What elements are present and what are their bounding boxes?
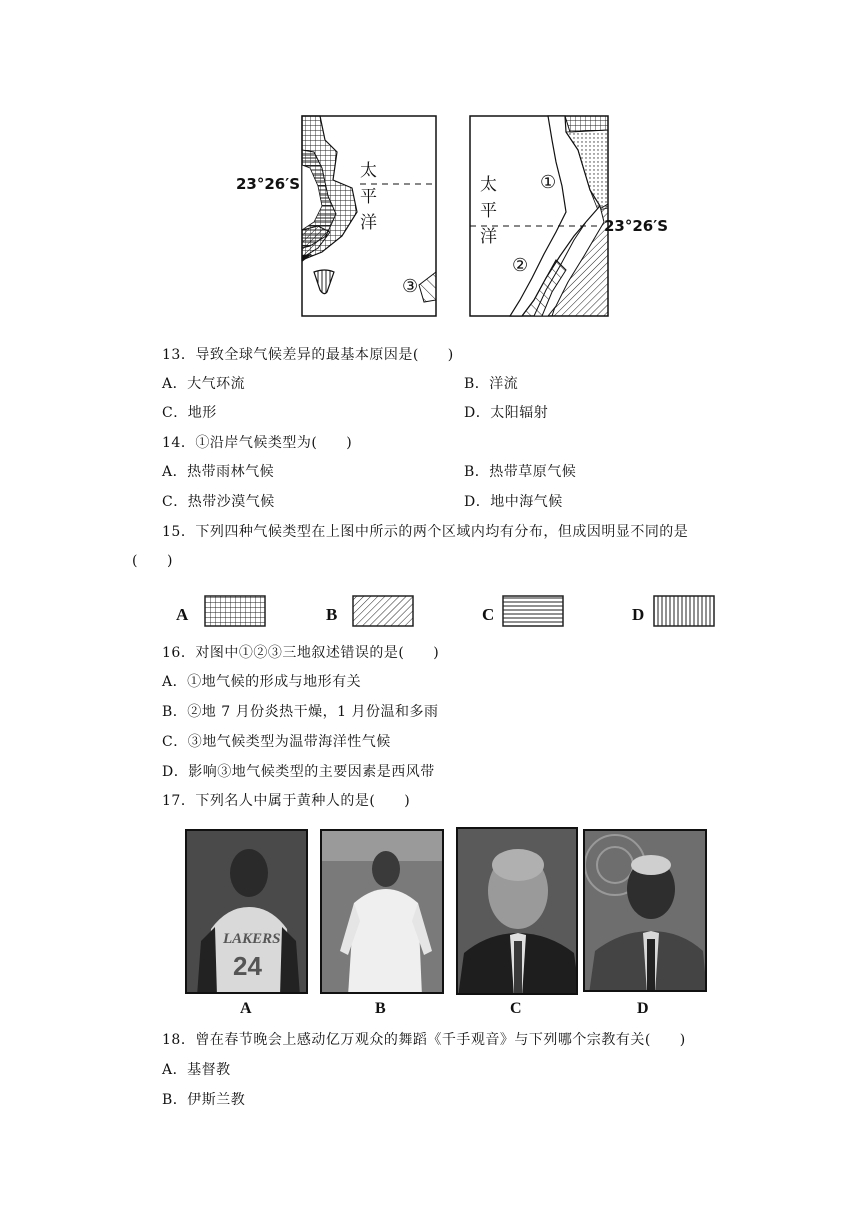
q16-option-a[interactable]: A．①地气候的形成与地形有关 (162, 674, 362, 690)
photo-label-b: B (375, 1000, 386, 1017)
q14-option-a[interactable]: A．热带雨林气候 (162, 464, 275, 480)
basketball-player-illustration (187, 831, 308, 994)
photo-b[interactable] (320, 829, 444, 994)
climate-legend-swatches (0, 592, 860, 632)
marker-1: ① (540, 172, 557, 193)
swatch-grid (205, 596, 265, 626)
jersey-number: 24 (233, 951, 262, 981)
q16-stem: 16．对图中①②③三地叙述错误的是( ) (162, 645, 440, 661)
q16-option-d[interactable]: D．影响③地气候类型的主要因素是西风带 (162, 764, 435, 780)
right-ocean-char: 太 (480, 175, 497, 195)
left-latitude-label: 23°26′S (236, 175, 301, 193)
jersey-text: LAKERS (223, 931, 281, 947)
left-ocean-char: 洋 (360, 213, 377, 233)
q14-option-c[interactable]: C．热带沙漠气候 (162, 494, 275, 510)
marker-2: ② (512, 255, 529, 276)
q15-stem: 15．下列四种气候类型在上图中所示的两个区域内均有分布，但成因明显不同的是 (162, 524, 689, 540)
q13-stem: 13．导致全球气候差异的最基本原因是( ) (162, 347, 454, 363)
right-ocean-char: 洋 (480, 227, 497, 247)
photo-label-a: A (240, 1000, 252, 1017)
left-ocean-char: 平 (360, 187, 377, 207)
marker-3: ③ (402, 276, 419, 297)
photo-label-d: D (637, 1000, 649, 1017)
swatch-diagonal (353, 596, 413, 626)
q14-option-b[interactable]: B．热带草原气候 (464, 464, 577, 480)
photo-c[interactable] (456, 827, 578, 995)
legend-letter-c[interactable]: C (482, 605, 495, 624)
q17-stem: 17．下列名人中属于黄种人的是( ) (162, 793, 411, 809)
q18-stem: 18．曾在春节晚会上感动亿万观众的舞蹈《千手观音》与下列哪个宗教有关( ) (162, 1032, 686, 1048)
q18-option-b[interactable]: B．伊斯兰教 (162, 1092, 246, 1108)
q13-option-a[interactable]: A．大气环流 (162, 376, 246, 392)
left-ocean-char: 太 (360, 161, 377, 181)
legend-letter-b[interactable]: B (326, 605, 338, 624)
elderly-man-illustration (585, 831, 707, 992)
q15-stem-continuation: ( ) (132, 553, 173, 569)
right-ocean-char: 平 (480, 201, 497, 221)
man-in-suit-illustration (458, 829, 578, 995)
swatch-vertical (654, 596, 714, 626)
q14-option-d[interactable]: D．地中海气候 (464, 494, 563, 510)
q16-option-c[interactable]: C．③地气候类型为温带海洋性气候 (162, 734, 391, 750)
legend-letter-d[interactable]: D (632, 605, 645, 624)
right-latitude-label: 23°26′S (604, 217, 669, 235)
photo-label-c: C (510, 1000, 522, 1017)
swatch-horizontal (503, 596, 563, 626)
q16-option-b[interactable]: B．②地 7 月份炎热干燥，1 月份温和多雨 (162, 704, 439, 720)
climate-maps-figure (0, 0, 860, 330)
tall-man-illustration (322, 831, 444, 994)
q14-stem: 14．①沿岸气候类型为( ) (162, 435, 353, 451)
photo-a[interactable] (185, 829, 308, 994)
q13-option-b[interactable]: B．洋流 (464, 376, 519, 392)
q13-option-d[interactable]: D．太阳辐射 (464, 405, 549, 421)
q18-option-a[interactable]: A．基督教 (162, 1062, 231, 1078)
legend-letter-a[interactable]: A (176, 605, 189, 624)
left-ocean-label (360, 158, 377, 236)
q13-option-c[interactable]: C．地形 (162, 405, 217, 421)
photo-d[interactable] (583, 829, 707, 992)
right-ocean-label (480, 172, 497, 250)
